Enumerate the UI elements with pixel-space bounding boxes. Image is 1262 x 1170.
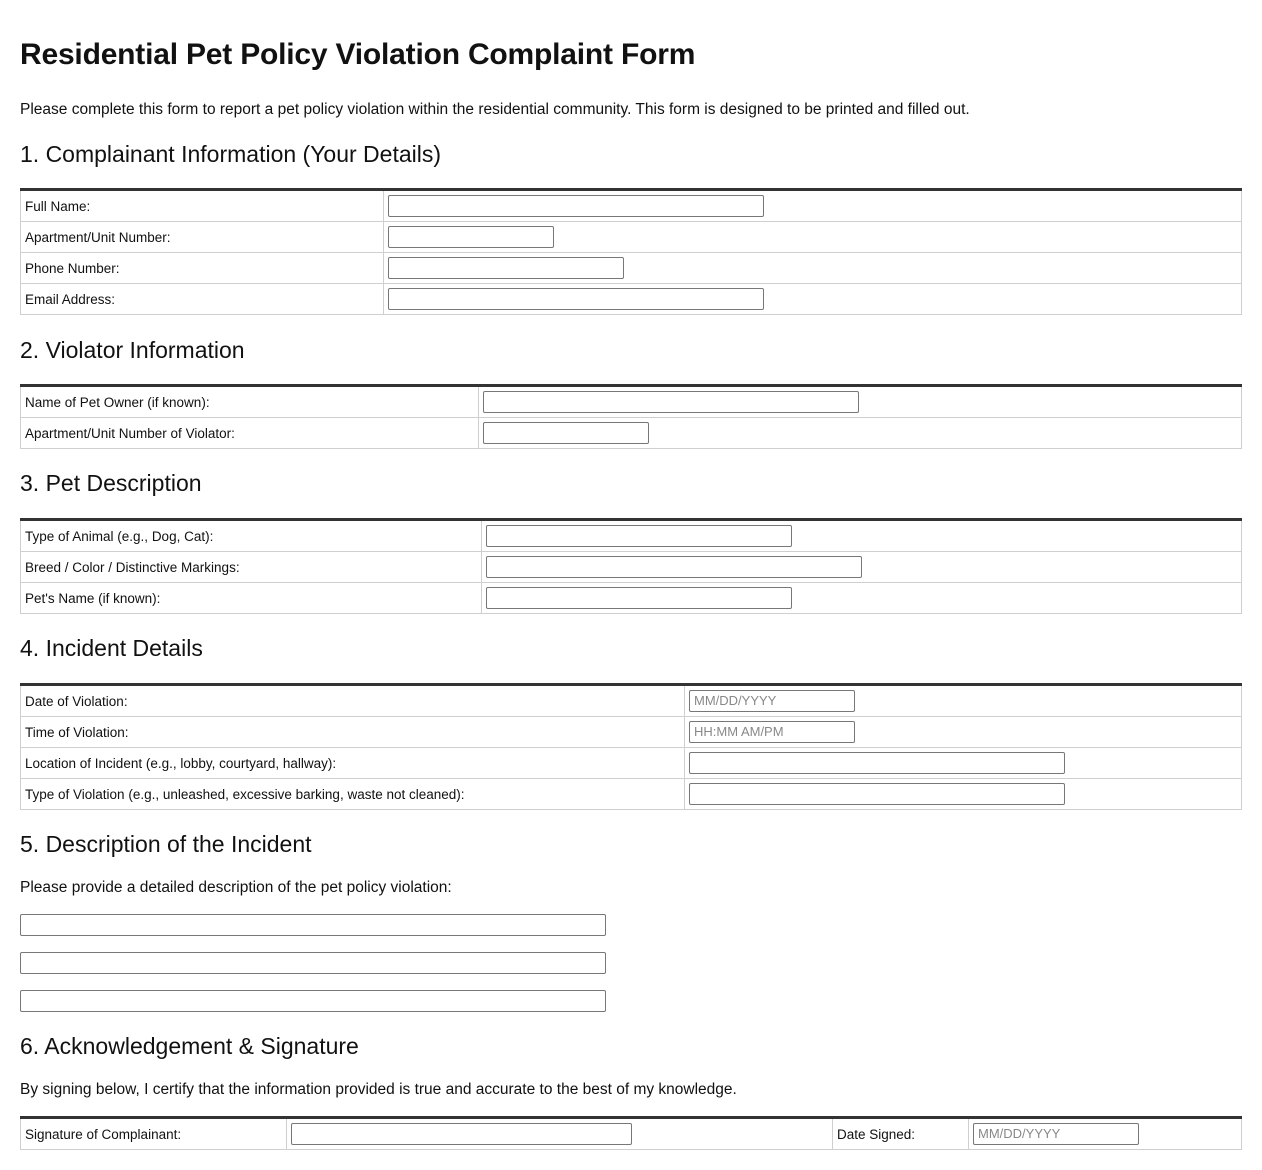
field-label: Date Signed:: [833, 1118, 969, 1150]
section-5-heading: 5. Description of the Incident: [20, 831, 312, 857]
section-4-heading: 4. Incident Details: [20, 635, 203, 661]
table-row: [21, 779, 1242, 810]
violation-type-field[interactable]: [689, 783, 1065, 805]
field-label: Signature of Complainant:: [21, 1118, 287, 1150]
field-label: Name of Pet Owner (if known):: [21, 386, 479, 418]
violator-unit-field[interactable]: [483, 422, 649, 444]
section-1-heading: 1. Complainant Information (Your Details): [20, 141, 442, 167]
description-line-1[interactable]: [20, 914, 606, 936]
pet-name-field[interactable]: [486, 587, 792, 609]
table-row: [21, 717, 1242, 748]
intro-text: Please complete this form to report a pet policy violation within the residential community. This form is designed to be printed and filled out.: [20, 101, 970, 118]
phone-number-field[interactable]: [388, 257, 624, 279]
section-3-heading: 3. Pet Description: [20, 470, 202, 496]
table-row: [21, 1118, 1242, 1150]
field-label: Email Address:: [21, 284, 384, 315]
page-title: Residential Pet Policy Violation Complaint Form: [20, 38, 696, 71]
section-2-heading: 2. Violator Information: [20, 337, 245, 363]
breed-color-field[interactable]: [486, 556, 862, 578]
incident-details-table: [20, 683, 1242, 810]
table-row: [21, 386, 1242, 418]
field-label: Type of Animal (e.g., Dog, Cat):: [21, 520, 482, 552]
table-row: [21, 190, 1242, 222]
table-row: [21, 748, 1242, 779]
table-row: [21, 583, 1242, 614]
table-row: [21, 418, 1242, 449]
field-label: Apartment/Unit Number of Violator:: [21, 418, 479, 449]
field-label: Pet's Name (if known):: [21, 583, 482, 614]
violation-time-field[interactable]: HH:MM AM/PM: [689, 721, 855, 743]
table-row: [21, 685, 1242, 717]
table-row: [21, 552, 1242, 583]
full-name-field[interactable]: [388, 195, 764, 217]
signature-field[interactable]: [291, 1123, 632, 1145]
field-label: Phone Number:: [21, 253, 384, 284]
table-row: [21, 284, 1242, 315]
section-6-heading: 6. Acknowledgement & Signature: [20, 1033, 359, 1059]
complainant-info-table: [20, 188, 1242, 315]
violation-date-field[interactable]: MM/DD/YYYY: [689, 690, 855, 712]
email-field[interactable]: [388, 288, 764, 310]
pet-description-table: [20, 518, 1242, 614]
field-label: Location of Incident (e.g., lobby, courtyard, hallway):: [21, 748, 685, 779]
field-label: Breed / Color / Distinctive Markings:: [21, 552, 482, 583]
table-row: [21, 222, 1242, 253]
description-prompt: Please provide a detailed description of the pet policy violation:: [20, 879, 452, 896]
field-label: Apartment/Unit Number:: [21, 222, 384, 253]
description-line-3[interactable]: [20, 990, 606, 1012]
unit-number-field[interactable]: [388, 226, 554, 248]
table-row: [21, 520, 1242, 552]
field-label: Full Name:: [21, 190, 384, 222]
field-label: Date of Violation:: [21, 685, 685, 717]
field-label: Type of Violation (e.g., unleashed, excessive barking, waste not cleaned):: [21, 779, 685, 810]
field-label: Time of Violation:: [21, 717, 685, 748]
certification-statement: By signing below, I certify that the information provided is true and accurate to the best of my knowledge.: [20, 1081, 737, 1098]
animal-type-field[interactable]: [486, 525, 792, 547]
incident-location-field[interactable]: [689, 752, 1065, 774]
date-signed-field[interactable]: MM/DD/YYYY: [973, 1123, 1139, 1145]
violator-info-table: [20, 384, 1242, 449]
signature-table: [20, 1116, 1242, 1150]
description-line-2[interactable]: [20, 952, 606, 974]
pet-owner-name-field[interactable]: [483, 391, 859, 413]
table-row: [21, 253, 1242, 284]
